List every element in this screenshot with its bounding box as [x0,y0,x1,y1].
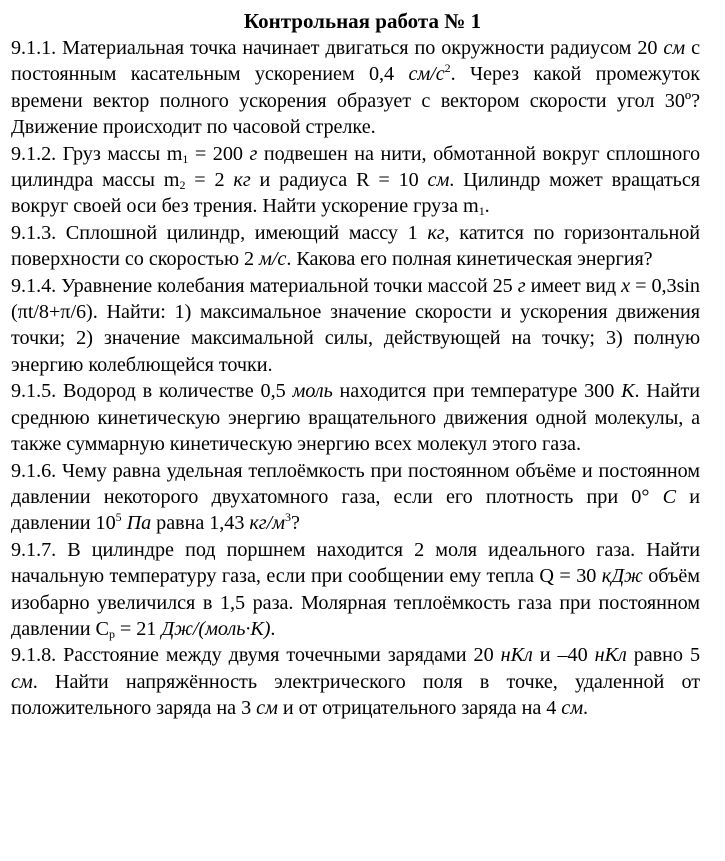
problem-text: 9.1.4. Уравнение колебания материальной точки массой 25 [11,274,518,297]
problem-list [11,35,700,722]
problem-text: 9.1.2. Груз массы m [11,142,183,165]
unit-text: г [517,274,526,297]
unit-text: моль [292,380,333,403]
problem-text: 9.1.7. В цилиндре под поршнем находится 2 моля идеального газа. Найти начальную температуру газа, если при сообщении ему тепла Q = 30 [11,538,700,588]
unit-text: см [427,169,450,192]
problem-text: . [583,697,589,720]
problem-text: и от отрицательного заряда на 4 [277,697,562,720]
unit-text: см [11,670,33,693]
problem-text: объём изобарно увеличился в 1,5 раза. Молярная теплоёмкость газа при постоянном давлении C [11,565,700,640]
subscript: 1 [478,204,485,219]
superscript: 2 [444,61,451,76]
problem-text: 9.1.1. Материальная точка начинает двигаться по окружности радиусом 20 [11,37,664,59]
problem-text: 9.1.6. Чему равна удельная теплоёмкость при постоянном объёме и постоянном давлении некоторого двухатомного газа, если его плотность при 0° [11,459,700,508]
superscript: 3 [285,510,291,525]
problem-text: и –40 [532,644,595,667]
problem-text: . Найти напряжённость электрического поля в точке, удаленной от положительного заряда на 3 [11,670,700,720]
subscript: p [108,626,115,641]
problem-9-1-2 [11,141,700,220]
problem-9-1-6 [11,458,700,537]
unit-text: нКл [500,644,533,667]
problem-text: . [484,195,490,218]
unit-text: см [561,697,584,720]
problem-text: . Через какой промежуток времени вектор полного ускорения образует с вектором скорости угол 30º? Движение происходит по часовой стрелке. [11,63,700,139]
problem-text: . Найти среднюю кинетическую энергию вращательного движения одной молекулы, а также суммарную кинетическую энергию всех молекул этого газа. [11,380,700,456]
unit-text: кг/м [249,512,286,535]
problem-text: находится при температуре 300 [332,380,622,403]
problem-text: 9.1.5. Водород в количестве 0,5 [11,380,293,403]
problem-text: ? [290,512,300,535]
problem-text: равно 5 [626,644,700,667]
problem-text: с постоянным касательным ускорением 0,4 [11,37,700,86]
unit-text: кг [233,169,251,192]
unit-text: г [249,142,258,165]
problem-text: 9.1.3. Сплошной цилиндр, имеющий массу 1 [11,221,428,244]
document-title: Контрольная работа № 1 [243,9,482,33]
problem-text: = 21 [114,617,162,640]
problem-text: . Цилиндр может вращаться вокруг своей оси без трения. Найти ускорение груза m [11,169,700,218]
problem-text: имеет вид [525,274,622,297]
subscript: 2 [179,178,186,193]
problem-9-1-1 [11,35,700,141]
problem-9-1-4 [11,273,700,379]
subscript: 1 [182,151,189,166]
unit-text: кДж [601,565,643,588]
problem-text: равна 1,43 [151,512,250,535]
problem-9-1-8 [11,642,700,721]
problem-text: и радиуса R = 10 [250,169,428,192]
problem-text: = 2 [185,169,234,192]
problem-9-1-3 [11,220,700,273]
problem-text: подвешен на нити, обмотанной вокруг сплошного цилиндра массы m [11,142,700,192]
unit-text: С [662,485,677,508]
unit-text: см [256,697,278,720]
problem-9-1-5 [11,378,700,457]
problem-text: . Какова его полная кинетическая энергия? [286,248,653,271]
problem-text: = 0,3sin (πt/8+π/6). Найти: 1) максимальное значение скорости и ускорения движения точки; 2) значение максимальной силы, действующей на точку; 3) полную энергию колеблющейся точки. [11,274,700,376]
unit-text: см [663,37,686,59]
superscript: 5 [115,510,122,525]
unit-text: x [621,274,631,297]
unit-text: нКл [594,644,627,667]
unit-text: м/с [259,248,287,271]
problem-text: и давлении 10 [11,485,700,535]
unit-text: кг [427,221,445,244]
unit-text: Дж/(моль·К) [161,617,271,640]
problem-9-1-7 [11,537,700,643]
unit-text: см/с [408,63,445,86]
problem-text: . [270,617,276,640]
problem-text: , катится по горизонтальной поверхности со скоростью 2 [11,221,700,271]
unit-text: К [621,380,635,403]
problem-text: = 200 [188,142,250,165]
problem-text: 9.1.8. Расстояние между двумя точечными зарядами 20 [11,644,501,667]
unit-text: Па [126,512,152,535]
